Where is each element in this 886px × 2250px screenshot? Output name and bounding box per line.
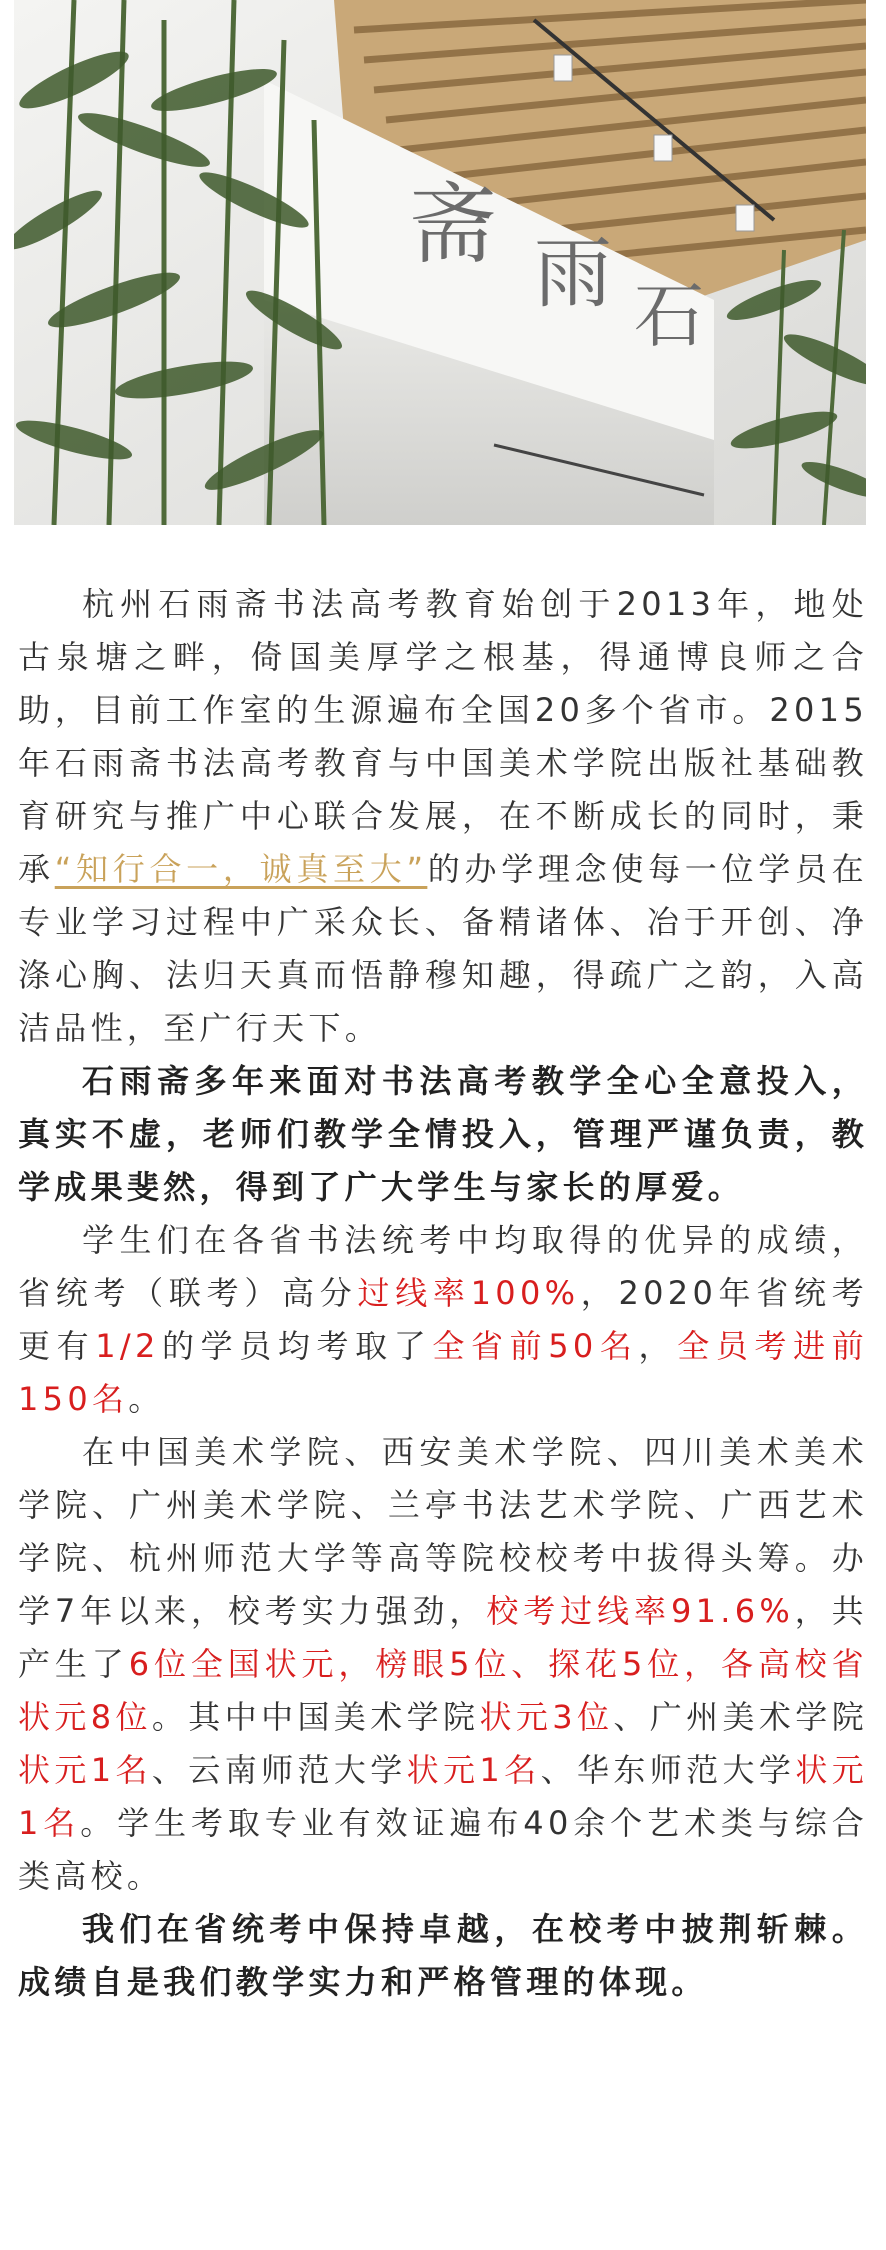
highlight-pass-rate: 过线率100% xyxy=(357,1274,580,1312)
teaching-paragraph: 石雨斋多年来面对书法高考教学全心全意投入，真实不虚，老师们教学全情投入，管理严谨负责，教学成果斐然，得到了广大学生与家长的厚爱。 xyxy=(18,1062,868,1206)
studio-entrance-photo xyxy=(14,0,866,525)
highlight-ecnu: 状元1名 xyxy=(18,1751,869,1842)
svg-text:斋: 斋 xyxy=(409,173,498,276)
motto-link: “知行合一，诚真至大” xyxy=(54,850,428,888)
svg-text:石: 石 xyxy=(634,275,704,357)
provincial-results-paragraph: 学生们在各省书法统考中均取得的优异的成绩，省统考（联考）高分过线率100%，2020年省统考更有1/2的学员均考取了全省前50名，全员考进前150名。 xyxy=(18,1221,869,1418)
article-body xyxy=(18,578,868,2009)
highlight-ynnu: 状元1名 xyxy=(406,1751,541,1789)
highlight-gafa: 状元1名 xyxy=(18,1751,152,1789)
intro-paragraph: 杭州石雨斋书法高考教育始创于2013年，地处古泉塘之畔，倚国美厚学之根基，得通博良师之合助，目前工作室的生源遍布全国20多个省市。2015年石雨斋书法高考教育与中国美术学院出版社基础教育研究与推广中心联合发展，在不断成长的同时，秉承“知行合一，诚真至大”的办学理念使每一位学员在专业学习过程中广采众长、备精诸体、冶于开创、净涤心胸、法归天真而悟静穆知趣，得疏广之韵，入高洁品性，至广行天下。 xyxy=(18,585,868,1047)
highlight-top50: 全省前50名 xyxy=(432,1327,639,1365)
closing-paragraph: 我们在省统考中保持卓越，在校考中披荆斩棘。成绩自是我们教学实力和严格管理的体现。 xyxy=(18,1910,868,2001)
svg-text:雨: 雨 xyxy=(534,229,613,319)
highlight-caa: 状元3位 xyxy=(479,1698,614,1736)
highlight-top150: 全员考进前150名 xyxy=(18,1327,868,1418)
highlight-half: 1/2 xyxy=(95,1327,160,1365)
storefront-photo-icon xyxy=(14,0,866,525)
highlight-champions: 6位全国状元，榜眼5位、探花5位，各高校省状元8位 xyxy=(18,1645,868,1736)
school-exam-paragraph: 在中国美术学院、西安美术学院、四川美术美术学院、广州美术学院、兰亭书法艺术学院、广西艺术学院、杭州师范大学等高等院校校考中拔得头筹。办学7年以来，校考实力强劲，校考过线率91.6%，共产生了6位全国状元，榜眼5位、探花5位，各高校省状元8位。其中中国美术学院状元3位、广州美术学院状元1名、云南师范大学状元1名、华东师范大学状元1名。学生考取专业有效证遍布40余个艺术类与综合类高校。 xyxy=(18,1433,869,1895)
highlight-school-pass-rate: 校考过线率91.6% xyxy=(486,1592,795,1630)
